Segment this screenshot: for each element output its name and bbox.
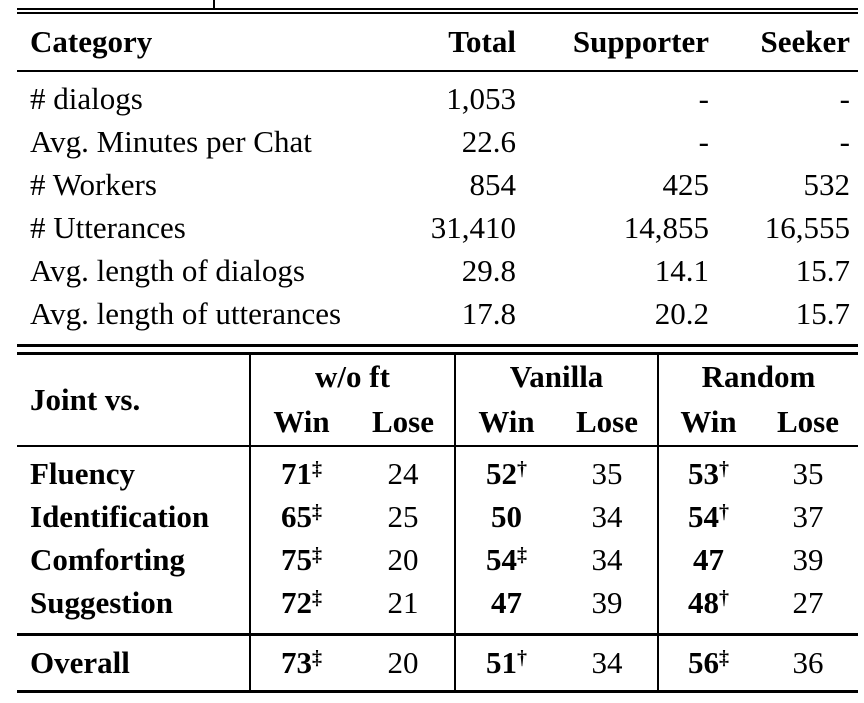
- cell-supporter: -: [698, 80, 709, 116]
- significance-marker: ‡: [719, 647, 729, 670]
- significance-marker: ‡: [312, 457, 322, 480]
- table1-header-category: Category: [17, 14, 377, 71]
- table-row: [17, 446, 858, 495]
- table-row: [17, 495, 858, 538]
- cell-total: 1,053: [446, 80, 516, 116]
- group-header-wo-ft: w/o ft: [250, 355, 455, 399]
- win-cell: 54‡: [455, 538, 557, 581]
- cell-supporter: 14,855: [623, 209, 709, 245]
- table2-corner-label: Joint vs.: [17, 355, 250, 446]
- cell-total: 17.8: [461, 295, 516, 331]
- tables-separator-rule: [17, 344, 858, 355]
- win-cell: 48†: [658, 581, 758, 635]
- lose-cell: 34: [591, 498, 623, 534]
- table1-header-seeker: Seeker: [709, 14, 858, 71]
- row-label: Suggestion: [30, 584, 173, 620]
- lose-cell: 35: [792, 455, 824, 491]
- win-cell: 47: [455, 581, 557, 635]
- lose-cell: 24: [387, 455, 419, 491]
- win-cell: 51†: [455, 635, 557, 692]
- row-label: Identification: [30, 498, 210, 534]
- win-header: Win: [455, 399, 557, 446]
- win-cell: 71‡: [250, 446, 352, 495]
- row-label: # Utterances: [30, 209, 186, 245]
- win-cell: 50: [455, 495, 557, 538]
- win-cell: 65‡: [250, 495, 352, 538]
- lose-cell: 36: [758, 635, 858, 692]
- table-row: [17, 581, 858, 635]
- win-cell: 53†: [658, 446, 758, 495]
- significance-marker: †: [517, 457, 527, 480]
- lose-cell: 35: [591, 455, 623, 491]
- table-row: [17, 120, 858, 163]
- win-cell: 56‡: [658, 635, 758, 692]
- lose-cell: 37: [792, 498, 824, 534]
- row-label: # dialogs: [30, 80, 143, 116]
- table1-header-supporter: Supporter: [516, 14, 709, 71]
- win-cell: 75‡: [250, 538, 352, 581]
- lose-cell: 39: [591, 584, 623, 620]
- cell-total: 854: [469, 166, 516, 202]
- cell-seeker: 16,555: [764, 209, 850, 245]
- cell-supporter: 425: [662, 166, 709, 202]
- cell-total: 29.8: [461, 252, 516, 288]
- row-label: Avg. length of dialogs: [30, 252, 305, 288]
- table-row: [17, 206, 858, 249]
- cell-seeker: 532: [803, 166, 850, 202]
- human-evaluation-table: [17, 355, 858, 693]
- win-cell: 73‡: [250, 635, 352, 692]
- group-header-vanilla: Vanilla: [455, 355, 658, 399]
- lose-cell: 34: [557, 635, 658, 692]
- lose-cell: 20: [352, 635, 455, 692]
- group-header-random: Random: [658, 355, 858, 399]
- cell-supporter: -: [698, 123, 709, 159]
- lose-cell: 27: [792, 584, 824, 620]
- lose-cell: 34: [591, 541, 623, 577]
- significance-marker: †: [719, 457, 729, 480]
- cell-total: 31,410: [430, 209, 516, 245]
- significance-marker: †: [517, 647, 527, 670]
- lose-header: Lose: [557, 399, 658, 446]
- row-label: Avg. length of utterances: [30, 295, 342, 331]
- table-row: [17, 163, 858, 206]
- row-label: Fluency: [30, 455, 136, 491]
- table-row: [17, 538, 858, 581]
- table1-header-total: Total: [377, 14, 516, 71]
- win-cell: 54†: [658, 495, 758, 538]
- cell-total: 22.6: [461, 123, 516, 159]
- win-header: Win: [658, 399, 758, 446]
- cell-seeker: 15.7: [795, 252, 850, 288]
- overall-row: [17, 635, 858, 692]
- row-label: # Workers: [30, 166, 157, 202]
- lose-cell: 39: [792, 541, 824, 577]
- table-row: [17, 71, 858, 120]
- significance-marker: ‡: [312, 543, 322, 566]
- significance-marker: ‡: [312, 586, 322, 609]
- row-label: Avg. Minutes per Chat: [30, 123, 312, 159]
- win-header: Win: [250, 399, 352, 446]
- row-label: Overall: [17, 635, 250, 692]
- significance-marker: †: [719, 586, 729, 609]
- significance-marker: ‡: [312, 647, 322, 670]
- table-row: [17, 292, 858, 344]
- win-cell: 47: [658, 538, 758, 581]
- table1-header-row: [17, 14, 858, 71]
- lose-cell: 25: [387, 498, 419, 534]
- cell-seeker: -: [839, 123, 850, 159]
- cell-seeker: 15.7: [795, 295, 850, 331]
- cell-supporter: 14.1: [654, 252, 709, 288]
- dataset-statistics-table: [17, 14, 858, 344]
- lose-cell: 21: [387, 584, 419, 620]
- lose-cell: 20: [387, 541, 419, 577]
- table2-group-header-row: [17, 355, 858, 399]
- significance-marker: ‡: [517, 543, 527, 566]
- tables-block: [17, 8, 858, 693]
- win-cell: 72‡: [250, 581, 352, 635]
- lose-header: Lose: [352, 399, 455, 446]
- lose-header: Lose: [758, 399, 858, 446]
- win-cell: 52†: [455, 446, 557, 495]
- cell-supporter: 20.2: [654, 295, 709, 331]
- crop-remnant-rule: [213, 0, 215, 8]
- significance-marker: †: [719, 500, 729, 523]
- cell-seeker: -: [839, 80, 850, 116]
- table-row: [17, 249, 858, 292]
- row-label: Comforting: [30, 541, 185, 577]
- significance-marker: ‡: [312, 500, 322, 523]
